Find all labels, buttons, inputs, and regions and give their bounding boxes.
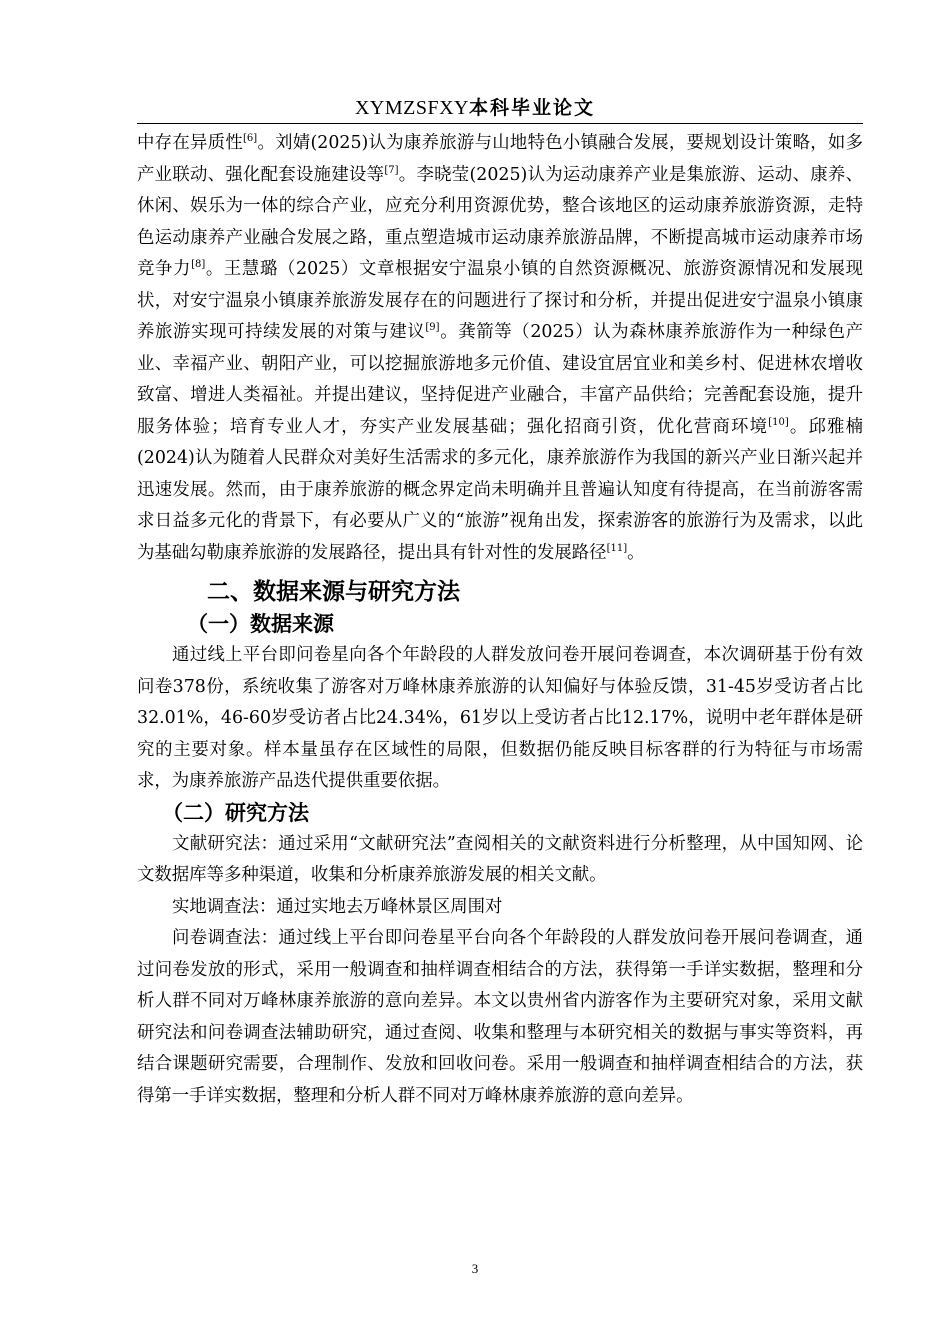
intro-text-5: 。龚箭等（2025）认为森林康养旅游作为一种绿色产业、幸福产业、朝阳产业，可以挖掘旅游地多元价值、建设宜居宜业和美乡村、促进林农增收致富、增进人类福祉。并提出建议，坚持促进产业融合，丰富产品供给；完善配套设施，提升服务体验；培育专业人才，夯实产业发展基础；强化招商引资，优化营商环境 (137, 322, 863, 437)
method-fieldwork-paragraph: 实地调查法：通过实地去万峰林景区周围对 (172, 896, 503, 917)
header-code: XYMZSFXY (354, 97, 469, 119)
citation-7: [7] (384, 164, 399, 176)
citation-8: [8] (191, 259, 206, 270)
intro-text-4: 。王慧璐（2025）文章根据安宁温泉小镇的自然资源概况、旅游资源情况和发展现状，对安宁温泉小镇康养旅游发展存在的问题进行了探讨和分析，并提出促进安宁温泉小镇康养旅游实现可持续发展的对策与建议 (137, 259, 863, 342)
intro-text-6: 。邱雅楠(2024)认为随着人民群众对美好生活需求的多元化，康养旅游作为我国的新兴产业日渐兴起并迅速发展。然而，由于康养旅游的概念界定尚未明确并且普遍认知度有待提高，在当前游客需求日益多元化的背景下，有必要从广义的“旅游”视角出发，探索游客的旅游行为及需求，以此为基础勾勒康养旅游的发展路径，提出具有针对性的发展路径 (137, 416, 863, 563)
section-heading: 二、数据来源与研究方法 (207, 579, 460, 605)
citation-9: [9] (425, 322, 440, 333)
intro-paragraph (137, 128, 863, 569)
citation-11: [11] (606, 542, 628, 554)
subsection-heading-data-source: （一）数据来源 (187, 612, 334, 636)
citation-6: [6] (243, 133, 258, 144)
intro-text-2: 。刘婧(2025)认为康养旅游与山地特色小镇融合发展，要规划设计策略，如多产业联动、强化配套设施建设等 (137, 133, 863, 185)
method-literature-paragraph: 文献研究法：通过采用“文献研究法”查阅相关的文献资料进行分析整理，从中国知网、论文数据库等多种渠道，收集和分析康养旅游发展的相关文献。 (137, 833, 863, 885)
citation-10: [10] (768, 416, 789, 428)
header-title: 本科毕业论文 (469, 97, 596, 119)
data-source-paragraph: 通过线上平台即问卷星向各个年龄段的人群发放问卷开展问卷调查，本次调研基于份有效问卷378份，系统收集了游客对万峰林康养旅游的认知偏好与体验反馈，31-45岁受访者占比32.01%，46-60岁受访者占比24.34%，61岁以上受访者占比12.17%，说明中老年群体是研究的主要对象。样本量虽存在区域性的局限，但数据仍能反映目标客群的行为特征与市场需求，为康养旅游产品迭代提供重要依据。 (137, 645, 863, 791)
document-body (137, 128, 863, 1112)
page-header (0, 94, 950, 121)
subsection-heading-methods: （二）研究方法 (162, 800, 309, 825)
intro-text-1: 中存在异质性 (137, 133, 244, 153)
intro-text-7: 。 (627, 542, 645, 563)
intro-text-3: 。李晓莹(2025)认为运动康养产业是集旅游、运动、康养、休闲、娱乐为一体的综合产业，应充分利用资源优势，整合该地区的运动康养旅游资源，走特色运动康养产业融合发展之路，重点塑造城市运动康养旅游品牌，不断提高城市运动康养市场竞争力 (137, 164, 863, 279)
method-survey-paragraph: 问卷调查法：通过线上平台即问卷星平台向各个年龄段的人群发放问卷开展问卷调查，通过问卷发放的形式，采用一般调查和抽样调查相结合的方法，获得第一手详实数据，整理和分析人群不同对万峰林康养旅游的意向差异。本文以贵州省内游客作为主要研究对象，采用文献研究法和问卷调查法辅助研究，通过查阅、收集和整理与本研究相关的数据与事实等资料，再结合课题研究需要，合理制作、发放和回收问卷。采用一般调查和抽样调查相结合的方法，获得第一手详实数据，整理和分析人群不同对万峰林康养旅游的意向差异。 (137, 928, 863, 1106)
page-number: 3 (471, 1261, 479, 1276)
header-divider (137, 123, 863, 124)
